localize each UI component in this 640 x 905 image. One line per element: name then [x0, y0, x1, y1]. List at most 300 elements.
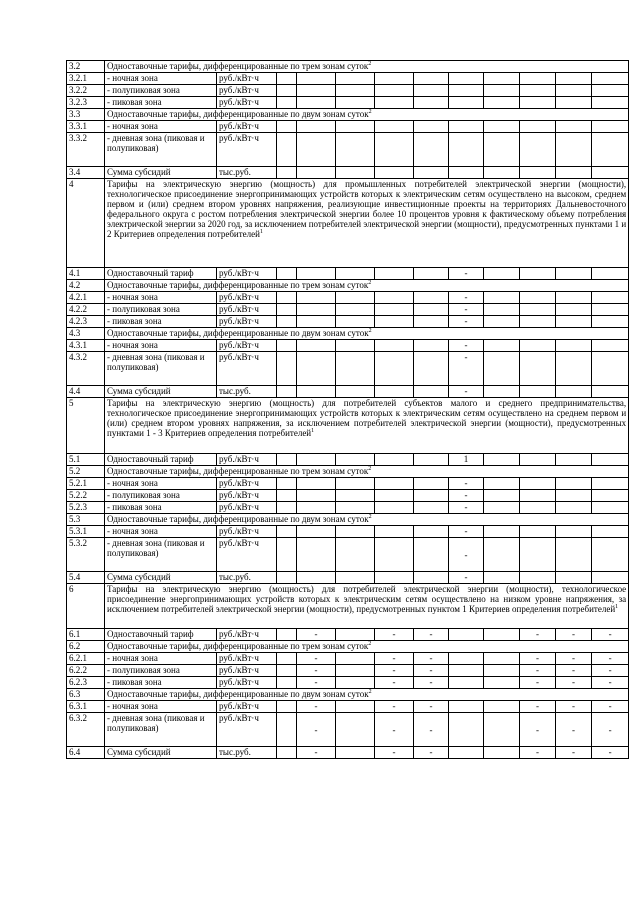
table-row [67, 747, 629, 759]
value-cell: - [449, 352, 484, 386]
value-cell [484, 653, 520, 665]
row-title-text: Одноставочные тарифы, дифференцированные по двум зонам суток [107, 514, 369, 524]
subsection-row [67, 109, 629, 121]
value-cell [556, 268, 592, 280]
value-cell: - [556, 665, 592, 677]
value-cell [449, 167, 484, 179]
row-number: 6.3.2 [67, 713, 105, 747]
row-title-text: Тарифы на электрическую энергию (мощность) для потребителей субъектов малого и среднего предпринимательства, технологическое присоединение энергопринимающих устройств которых к электрическим сетям осуществлено на среднем первом и (или) среднем втором уровнях напряжения, за исключением потребителей электрической энергии (мощности), предусмотренных пунктами 1 - 3 Критериев определения потребителей [107, 398, 627, 438]
row-number: 5.3.1 [67, 526, 105, 538]
value-cell [375, 490, 414, 502]
value-cell: - [414, 629, 449, 641]
row-name: - дневная зона (пиковая и полупиковая) [105, 352, 217, 386]
value-cell: - [449, 316, 484, 328]
row-unit: руб./кВт·ч [217, 316, 277, 328]
row-number: 3.2.2 [67, 85, 105, 97]
row-number: 3.2.1 [67, 73, 105, 85]
row-unit: руб./кВт·ч [217, 490, 277, 502]
subsection-title [105, 641, 629, 653]
row-number: 3.3.2 [67, 133, 105, 167]
row-name: - ночная зона [105, 526, 217, 538]
table-row [67, 490, 629, 502]
row-name: - пиковая зона [105, 677, 217, 689]
row-name: - пиковая зона [105, 502, 217, 514]
value-cell [375, 85, 414, 97]
empty-cell [277, 85, 297, 97]
row-number: 4 [67, 179, 105, 268]
row-number: 6.2 [67, 641, 105, 653]
row-number: 5.3 [67, 514, 105, 526]
row-name: - ночная зона [105, 701, 217, 713]
value-cell: - [414, 713, 449, 747]
value-cell [336, 572, 375, 584]
row-number: 6.2.2 [67, 665, 105, 677]
value-cell [336, 629, 375, 641]
value-cell [556, 340, 592, 352]
value-cell [336, 304, 375, 316]
row-name: - ночная зона [105, 121, 217, 133]
value-cell: - [375, 677, 414, 689]
table-row [67, 133, 629, 167]
empty-cell [277, 526, 297, 538]
value-cell [414, 502, 449, 514]
value-cell: - [297, 747, 336, 759]
row-unit: руб./кВт·ч [217, 526, 277, 538]
value-cell [520, 490, 556, 502]
value-cell [520, 316, 556, 328]
value-cell: - [414, 653, 449, 665]
row-unit: руб./кВт·ч [217, 454, 277, 466]
empty-cell [277, 292, 297, 304]
row-number: 5.3.2 [67, 538, 105, 572]
row-name: - пиковая зона [105, 316, 217, 328]
value-cell [484, 121, 520, 133]
value-cell [375, 502, 414, 514]
value-cell [556, 454, 592, 466]
value-cell [592, 352, 629, 386]
value-cell [375, 454, 414, 466]
value-cell: - [449, 526, 484, 538]
value-cell [556, 133, 592, 167]
value-cell: - [449, 268, 484, 280]
empty-cell [277, 454, 297, 466]
footnote-mark: 2 [368, 689, 372, 695]
value-cell [556, 121, 592, 133]
table-row [67, 454, 629, 466]
value-cell [414, 268, 449, 280]
value-cell [375, 572, 414, 584]
subsection-title [105, 109, 629, 121]
value-cell [414, 478, 449, 490]
section-header-row [67, 398, 629, 454]
value-cell [414, 454, 449, 466]
value-cell [336, 85, 375, 97]
footnote-mark: 2 [368, 61, 372, 67]
value-cell [484, 713, 520, 747]
row-title-text: Одноставочные тарифы, дифференцированные по двум зонам суток [107, 328, 369, 338]
section-title [105, 179, 629, 268]
value-cell [414, 121, 449, 133]
empty-cell [277, 316, 297, 328]
value-cell [336, 352, 375, 386]
row-number: 4.3 [67, 328, 105, 340]
value-cell [556, 97, 592, 109]
value-cell [414, 538, 449, 572]
value-cell: - [520, 653, 556, 665]
value-cell [520, 572, 556, 584]
empty-cell [277, 73, 297, 85]
value-cell [336, 538, 375, 572]
value-cell: - [592, 701, 629, 713]
tariff-table-page [66, 60, 627, 759]
value-cell: - [414, 747, 449, 759]
value-cell: - [520, 629, 556, 641]
value-cell [375, 97, 414, 109]
value-cell [484, 478, 520, 490]
value-cell [375, 538, 414, 572]
subsection-row [67, 689, 629, 701]
row-unit: руб./кВт·ч [217, 133, 277, 167]
value-cell [484, 340, 520, 352]
row-number: 4.2 [67, 280, 105, 292]
table-row [67, 316, 629, 328]
row-unit: руб./кВт·ч [217, 304, 277, 316]
value-cell [520, 340, 556, 352]
table-row [67, 502, 629, 514]
value-cell [336, 526, 375, 538]
subsection-title [105, 689, 629, 701]
value-cell [336, 97, 375, 109]
value-cell: - [449, 538, 484, 572]
value-cell: - [520, 665, 556, 677]
value-cell: - [414, 677, 449, 689]
value-cell [592, 538, 629, 572]
value-cell [592, 97, 629, 109]
row-number: 6.3 [67, 689, 105, 701]
row-number: 6.1 [67, 629, 105, 641]
row-name: Одноставочный тариф [105, 268, 217, 280]
value-cell [484, 316, 520, 328]
value-cell [592, 490, 629, 502]
value-cell: - [592, 665, 629, 677]
value-cell [592, 340, 629, 352]
value-cell [520, 73, 556, 85]
value-cell [297, 340, 336, 352]
value-cell [336, 454, 375, 466]
value-cell: - [556, 713, 592, 747]
value-cell [336, 701, 375, 713]
value-cell [336, 665, 375, 677]
value-cell [520, 167, 556, 179]
value-cell [592, 268, 629, 280]
subsection-row [67, 514, 629, 526]
row-name: - полупиковая зона [105, 304, 217, 316]
row-number: 4.2.3 [67, 316, 105, 328]
value-cell [449, 85, 484, 97]
value-cell [297, 502, 336, 514]
value-cell [297, 526, 336, 538]
value-cell [449, 133, 484, 167]
empty-cell [277, 665, 297, 677]
value-cell [449, 701, 484, 713]
row-unit: руб./кВт·ч [217, 121, 277, 133]
value-cell [484, 526, 520, 538]
value-cell [297, 316, 336, 328]
value-cell [449, 97, 484, 109]
value-cell [336, 386, 375, 398]
footnote-mark: 2 [368, 641, 372, 647]
value-cell: - [592, 747, 629, 759]
value-cell [484, 97, 520, 109]
row-unit: руб./кВт·ч [217, 653, 277, 665]
value-cell [449, 713, 484, 747]
value-cell [520, 292, 556, 304]
value-cell [484, 352, 520, 386]
value-cell [556, 526, 592, 538]
value-cell [414, 85, 449, 97]
value-cell [520, 538, 556, 572]
empty-cell [277, 97, 297, 109]
value-cell [297, 478, 336, 490]
value-cell [449, 121, 484, 133]
value-cell [520, 386, 556, 398]
value-cell: - [375, 701, 414, 713]
row-unit: руб./кВт·ч [217, 268, 277, 280]
value-cell [449, 629, 484, 641]
value-cell [336, 292, 375, 304]
table-row [67, 121, 629, 133]
row-unit: руб./кВт·ч [217, 292, 277, 304]
row-title-text: Одноставочные тарифы, дифференцированные по трем зонам суток [107, 280, 369, 290]
value-cell [336, 713, 375, 747]
row-title-text: Одноставочные тарифы, дифференцированные по трем зонам суток [107, 641, 369, 651]
row-name: - дневная зона (пиковая и полупиковая) [105, 713, 217, 747]
empty-cell [277, 340, 297, 352]
value-cell: - [375, 713, 414, 747]
row-number: 5.2.1 [67, 478, 105, 490]
value-cell: - [592, 629, 629, 641]
value-cell [592, 292, 629, 304]
value-cell [414, 304, 449, 316]
row-name: Сумма субсидий [105, 572, 217, 584]
row-title-text: Одноставочные тарифы, дифференцированные по двум зонам суток [107, 109, 369, 119]
footnote-mark: 1 [259, 229, 263, 235]
row-name: - дневная зона (пиковая и полупиковая) [105, 133, 217, 167]
value-cell [297, 121, 336, 133]
subsection-title [105, 280, 629, 292]
value-cell [592, 478, 629, 490]
value-cell [414, 386, 449, 398]
row-name: Сумма субсидий [105, 747, 217, 759]
value-cell [375, 340, 414, 352]
value-cell [484, 502, 520, 514]
value-cell [556, 478, 592, 490]
row-unit: тыс.руб. [217, 572, 277, 584]
value-cell [556, 292, 592, 304]
value-cell: - [414, 665, 449, 677]
value-cell [414, 572, 449, 584]
row-unit: руб./кВт·ч [217, 665, 277, 677]
value-cell: - [556, 747, 592, 759]
value-cell: - [375, 747, 414, 759]
value-cell: - [556, 701, 592, 713]
tariff-table [66, 60, 629, 759]
value-cell: - [375, 665, 414, 677]
value-cell [336, 268, 375, 280]
value-cell: - [297, 677, 336, 689]
value-cell [520, 97, 556, 109]
empty-cell [277, 713, 297, 747]
row-name: Одноставочный тариф [105, 629, 217, 641]
row-name: - пиковая зона [105, 97, 217, 109]
row-name: - полупиковая зона [105, 665, 217, 677]
value-cell: - [297, 653, 336, 665]
row-unit: руб./кВт·ч [217, 502, 277, 514]
value-cell [375, 121, 414, 133]
footnote-mark: 2 [368, 328, 372, 334]
value-cell [414, 167, 449, 179]
row-number: 3.4 [67, 167, 105, 179]
value-cell [556, 85, 592, 97]
row-name: - ночная зона [105, 292, 217, 304]
value-cell [592, 386, 629, 398]
row-number: 3.2 [67, 61, 105, 73]
table-row [67, 352, 629, 386]
value-cell [414, 73, 449, 85]
table-row [67, 713, 629, 747]
table-row [67, 526, 629, 538]
value-cell [484, 85, 520, 97]
value-cell: - [449, 478, 484, 490]
row-name: - ночная зона [105, 340, 217, 352]
value-cell [297, 85, 336, 97]
row-number: 6 [67, 584, 105, 629]
value-cell [520, 526, 556, 538]
value-cell [520, 502, 556, 514]
value-cell [556, 304, 592, 316]
row-number: 3.2.3 [67, 97, 105, 109]
value-cell [484, 490, 520, 502]
empty-cell [277, 572, 297, 584]
value-cell [592, 502, 629, 514]
subsection-row [67, 641, 629, 653]
footnote-mark: 2 [368, 514, 372, 520]
value-cell: - [449, 292, 484, 304]
value-cell [336, 121, 375, 133]
value-cell [297, 304, 336, 316]
value-cell [556, 73, 592, 85]
value-cell [336, 316, 375, 328]
value-cell [484, 386, 520, 398]
value-cell: - [414, 701, 449, 713]
row-unit: тыс.руб. [217, 386, 277, 398]
value-cell [592, 133, 629, 167]
value-cell [297, 386, 336, 398]
value-cell: - [449, 502, 484, 514]
value-cell [336, 502, 375, 514]
table-row [67, 292, 629, 304]
value-cell [484, 538, 520, 572]
value-cell [484, 665, 520, 677]
value-cell [520, 85, 556, 97]
value-cell [297, 292, 336, 304]
table-row [67, 386, 629, 398]
row-unit: руб./кВт·ч [217, 629, 277, 641]
table-row [67, 572, 629, 584]
value-cell: - [375, 653, 414, 665]
row-name: - полупиковая зона [105, 85, 217, 97]
row-unit: руб./кВт·ч [217, 538, 277, 572]
value-cell [414, 352, 449, 386]
value-cell: - [556, 629, 592, 641]
value-cell [484, 133, 520, 167]
value-cell: - [297, 629, 336, 641]
empty-cell [277, 478, 297, 490]
subsection-row [67, 328, 629, 340]
value-cell [556, 316, 592, 328]
value-cell [484, 677, 520, 689]
value-cell [414, 526, 449, 538]
footnote-mark: 1 [615, 604, 619, 610]
row-unit: руб./кВт·ч [217, 85, 277, 97]
value-cell: - [375, 629, 414, 641]
value-cell [297, 490, 336, 502]
footnote-mark: 2 [368, 280, 372, 286]
empty-cell [277, 653, 297, 665]
value-cell: - [592, 677, 629, 689]
tariff-table-body [67, 61, 629, 759]
value-cell [297, 572, 336, 584]
value-cell [297, 454, 336, 466]
value-cell [592, 572, 629, 584]
footnote-mark: 1 [311, 428, 315, 434]
value-cell [520, 268, 556, 280]
value-cell [592, 454, 629, 466]
value-cell [414, 97, 449, 109]
row-name: Сумма субсидий [105, 167, 217, 179]
value-cell: - [449, 340, 484, 352]
subsection-row [67, 280, 629, 292]
row-title-text: Тарифы на электрическую энергию (мощность) для промышленных потребителей электрической энергии (мощности), технологическое присоединение энергопринимающих устройств которых к электрическим сетям осуществлено на высоком, среднем первом и (или) среднем втором уровнях напряжения, реализующие инвестиционные проекты на территориях Дальневосточного федерального округа с ростом потребления электрической энергии более 10 процентов уровня к фактическому объему потребления электрической энергии за 2020 год, за исключением потребителей электрической энергии (мощности), предусмотренных пунктами 1 и 2 Критериев определения потребителей [107, 179, 627, 239]
value-cell: - [520, 677, 556, 689]
value-cell [336, 747, 375, 759]
row-number: 5.4 [67, 572, 105, 584]
value-cell [484, 304, 520, 316]
value-cell [520, 478, 556, 490]
value-cell [520, 454, 556, 466]
value-cell [484, 701, 520, 713]
value-cell [375, 352, 414, 386]
row-number: 5.2.3 [67, 502, 105, 514]
value-cell [484, 454, 520, 466]
value-cell: - [520, 701, 556, 713]
value-cell: - [592, 713, 629, 747]
row-number: 6.4 [67, 747, 105, 759]
value-cell: - [449, 490, 484, 502]
table-row [67, 653, 629, 665]
empty-cell [277, 701, 297, 713]
row-title-text: Одноставочные тарифы, дифференцированные по двум зонам суток [107, 689, 369, 699]
value-cell [484, 73, 520, 85]
value-cell [449, 73, 484, 85]
value-cell [592, 85, 629, 97]
value-cell [556, 502, 592, 514]
value-cell: - [449, 572, 484, 584]
value-cell [375, 133, 414, 167]
value-cell [592, 73, 629, 85]
value-cell: - [297, 665, 336, 677]
value-cell: - [449, 386, 484, 398]
